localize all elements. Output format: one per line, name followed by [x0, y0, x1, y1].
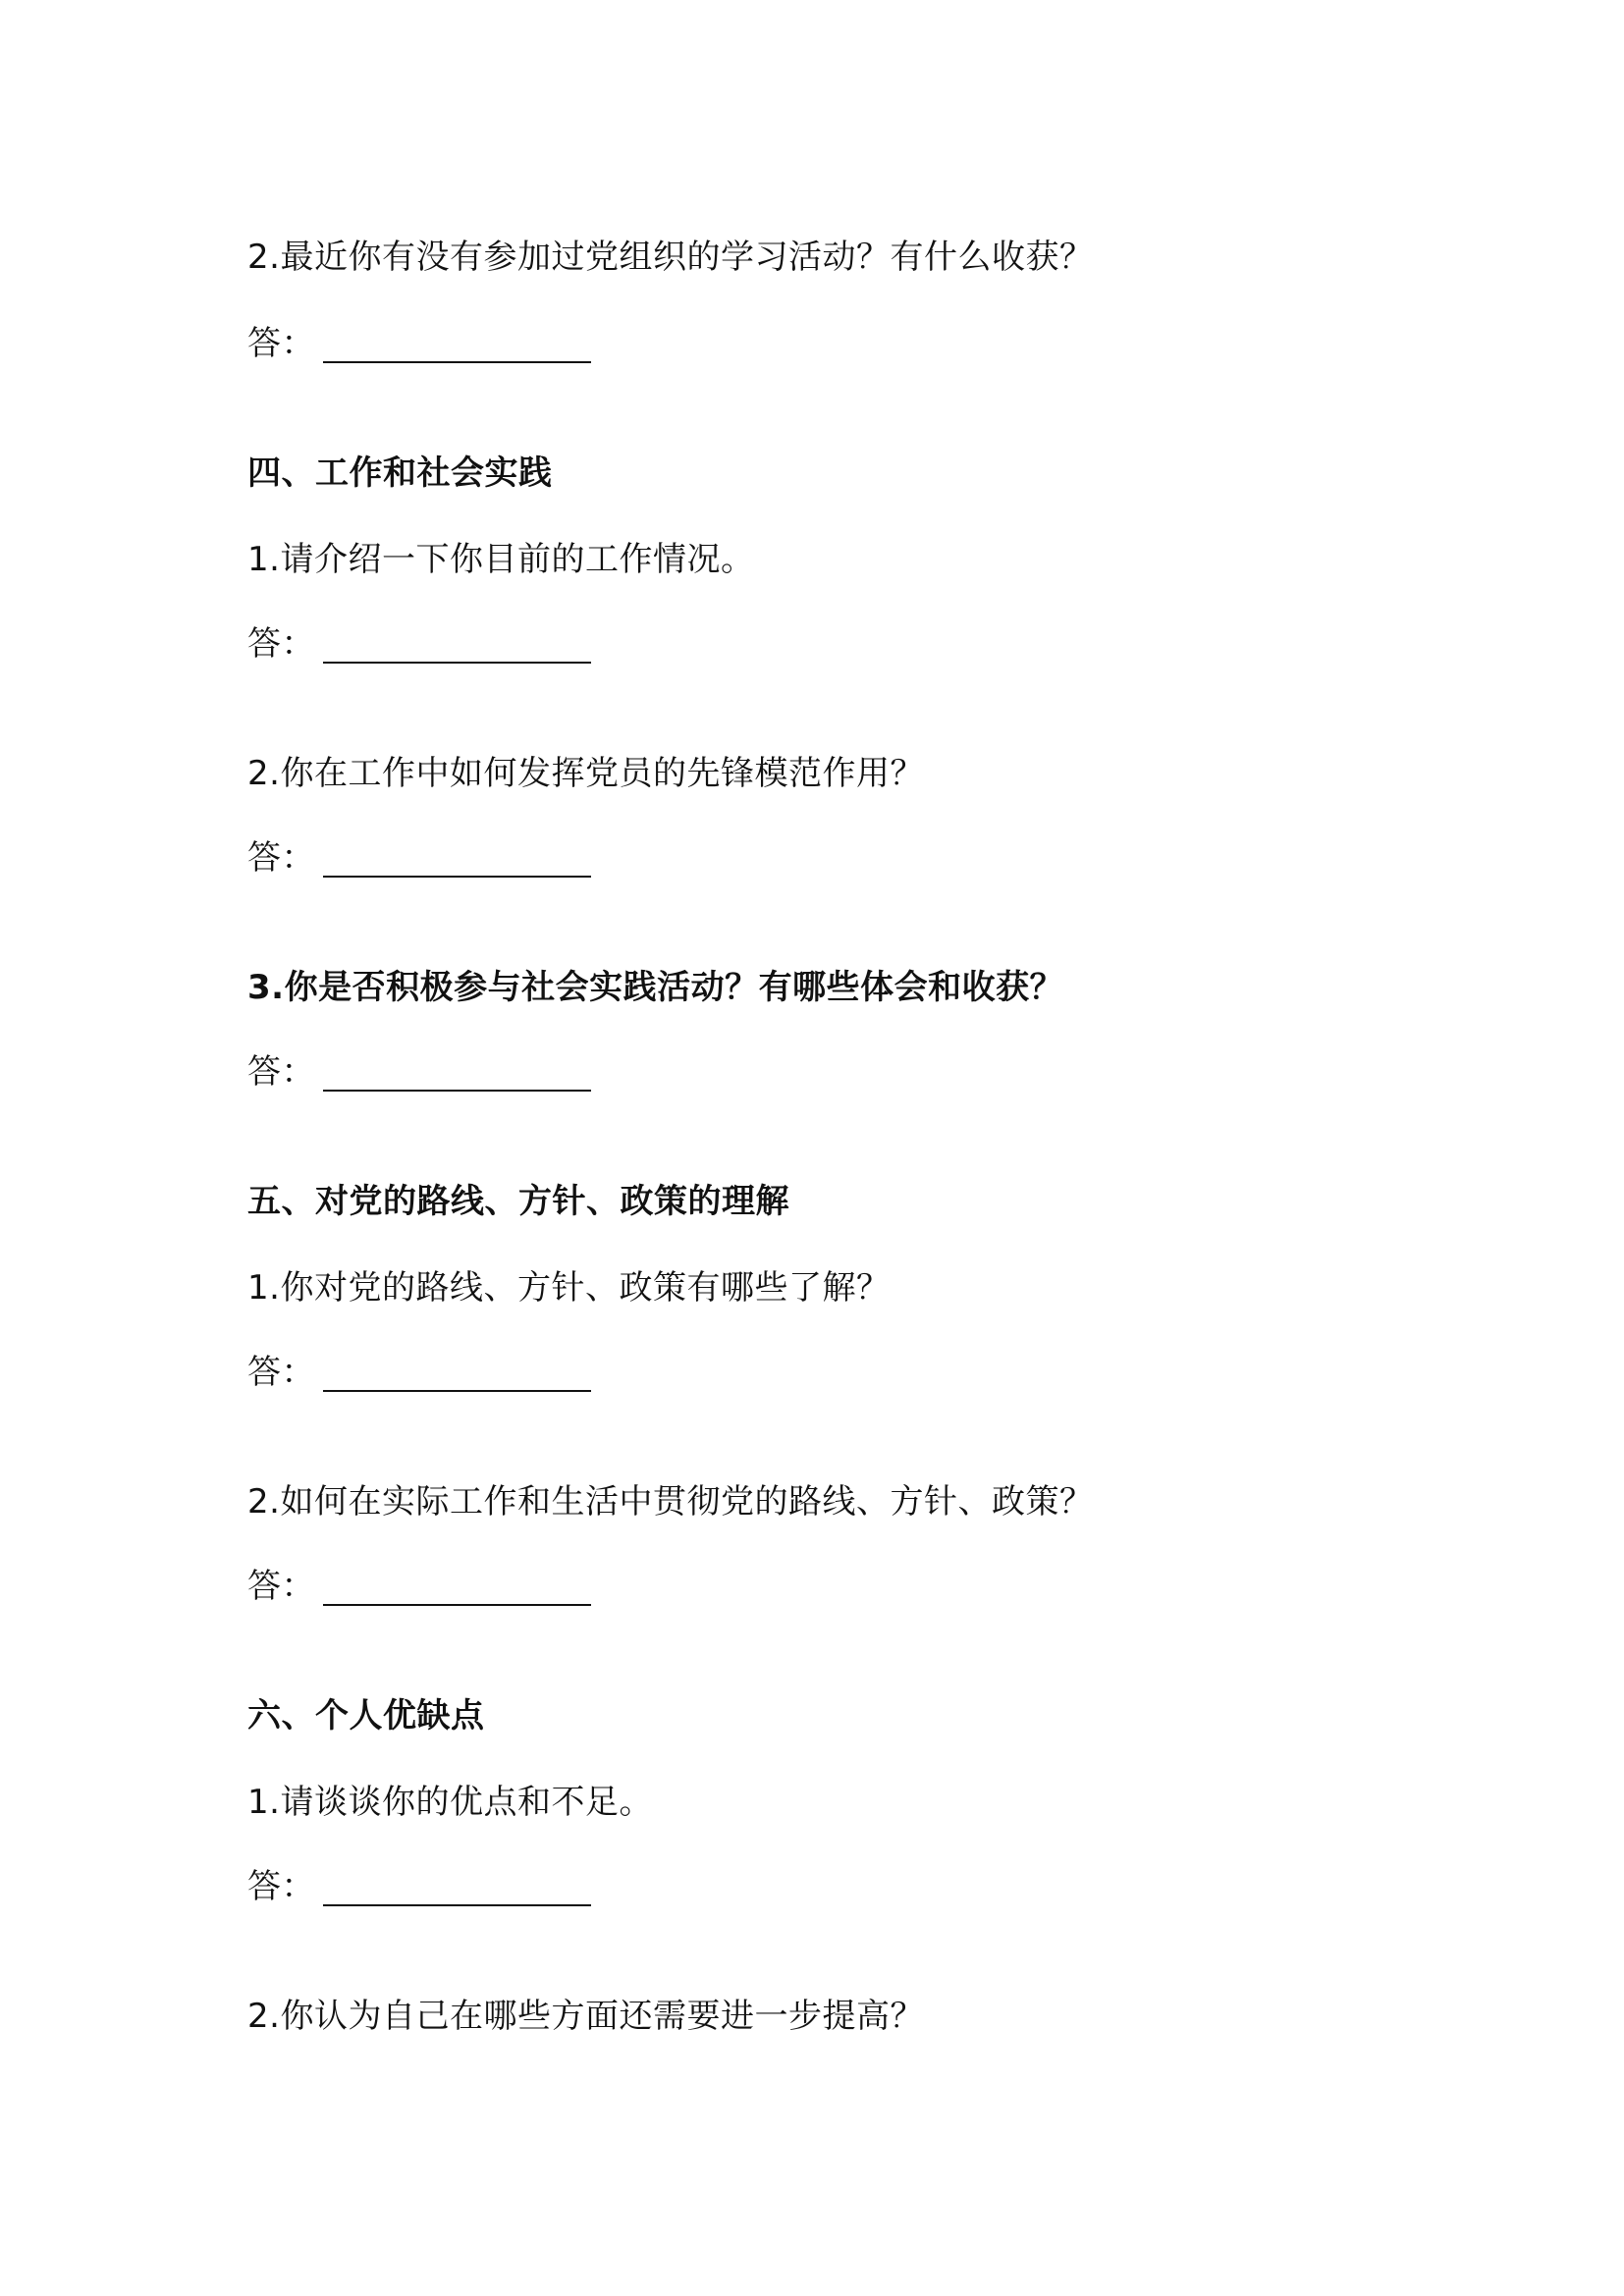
answer-blank[interactable]	[323, 332, 591, 363]
question-text: 2.最近你有没有参加过党组织的学习活动？有什么收获？	[247, 238, 1094, 277]
answer-blank[interactable]	[323, 846, 591, 878]
answer-blank[interactable]	[323, 1575, 591, 1606]
answer-label: 答：	[247, 838, 315, 878]
answer-line	[247, 1567, 591, 1606]
answer-blank[interactable]	[323, 1361, 591, 1392]
section-heading: 五、对党的路线、方针、政策的理解	[247, 1182, 789, 1221]
answer-label: 答：	[247, 1052, 315, 1092]
question-text: 1.你对党的路线、方针、政策有哪些了解？	[247, 1268, 891, 1308]
answer-label: 答：	[247, 1567, 315, 1606]
question-text: 1.请谈谈你的优点和不足。	[247, 1783, 653, 1822]
answer-line	[247, 324, 591, 363]
answer-label: 答：	[247, 1867, 315, 1906]
answer-line	[247, 624, 591, 664]
answer-line	[247, 1052, 591, 1092]
answer-blank[interactable]	[323, 632, 591, 664]
question-text: 2.你在工作中如何发挥党员的先锋模范作用？	[247, 754, 924, 793]
section-heading: 六、个人优缺点	[247, 1696, 485, 1735]
answer-line	[247, 1867, 591, 1906]
answer-line	[247, 1353, 591, 1392]
question-text: 2.如何在实际工作和生活中贯彻党的路线、方针、政策？	[247, 1482, 1094, 1522]
answer-line	[247, 838, 591, 878]
answer-label: 答：	[247, 624, 315, 664]
question-text: 1.请介绍一下你目前的工作情况。	[247, 540, 755, 579]
answer-label: 答：	[247, 324, 315, 363]
question-text: 2.你认为自己在哪些方面还需要进一步提高？	[247, 1997, 924, 2036]
section-heading: 四、工作和社会实践	[247, 454, 553, 493]
answer-label: 答：	[247, 1353, 315, 1392]
question-heading: 3.你是否积极参与社会实践活动？有哪些体会和收获？	[247, 968, 1064, 1007]
answer-blank[interactable]	[323, 1060, 591, 1092]
answer-blank[interactable]	[323, 1875, 591, 1906]
